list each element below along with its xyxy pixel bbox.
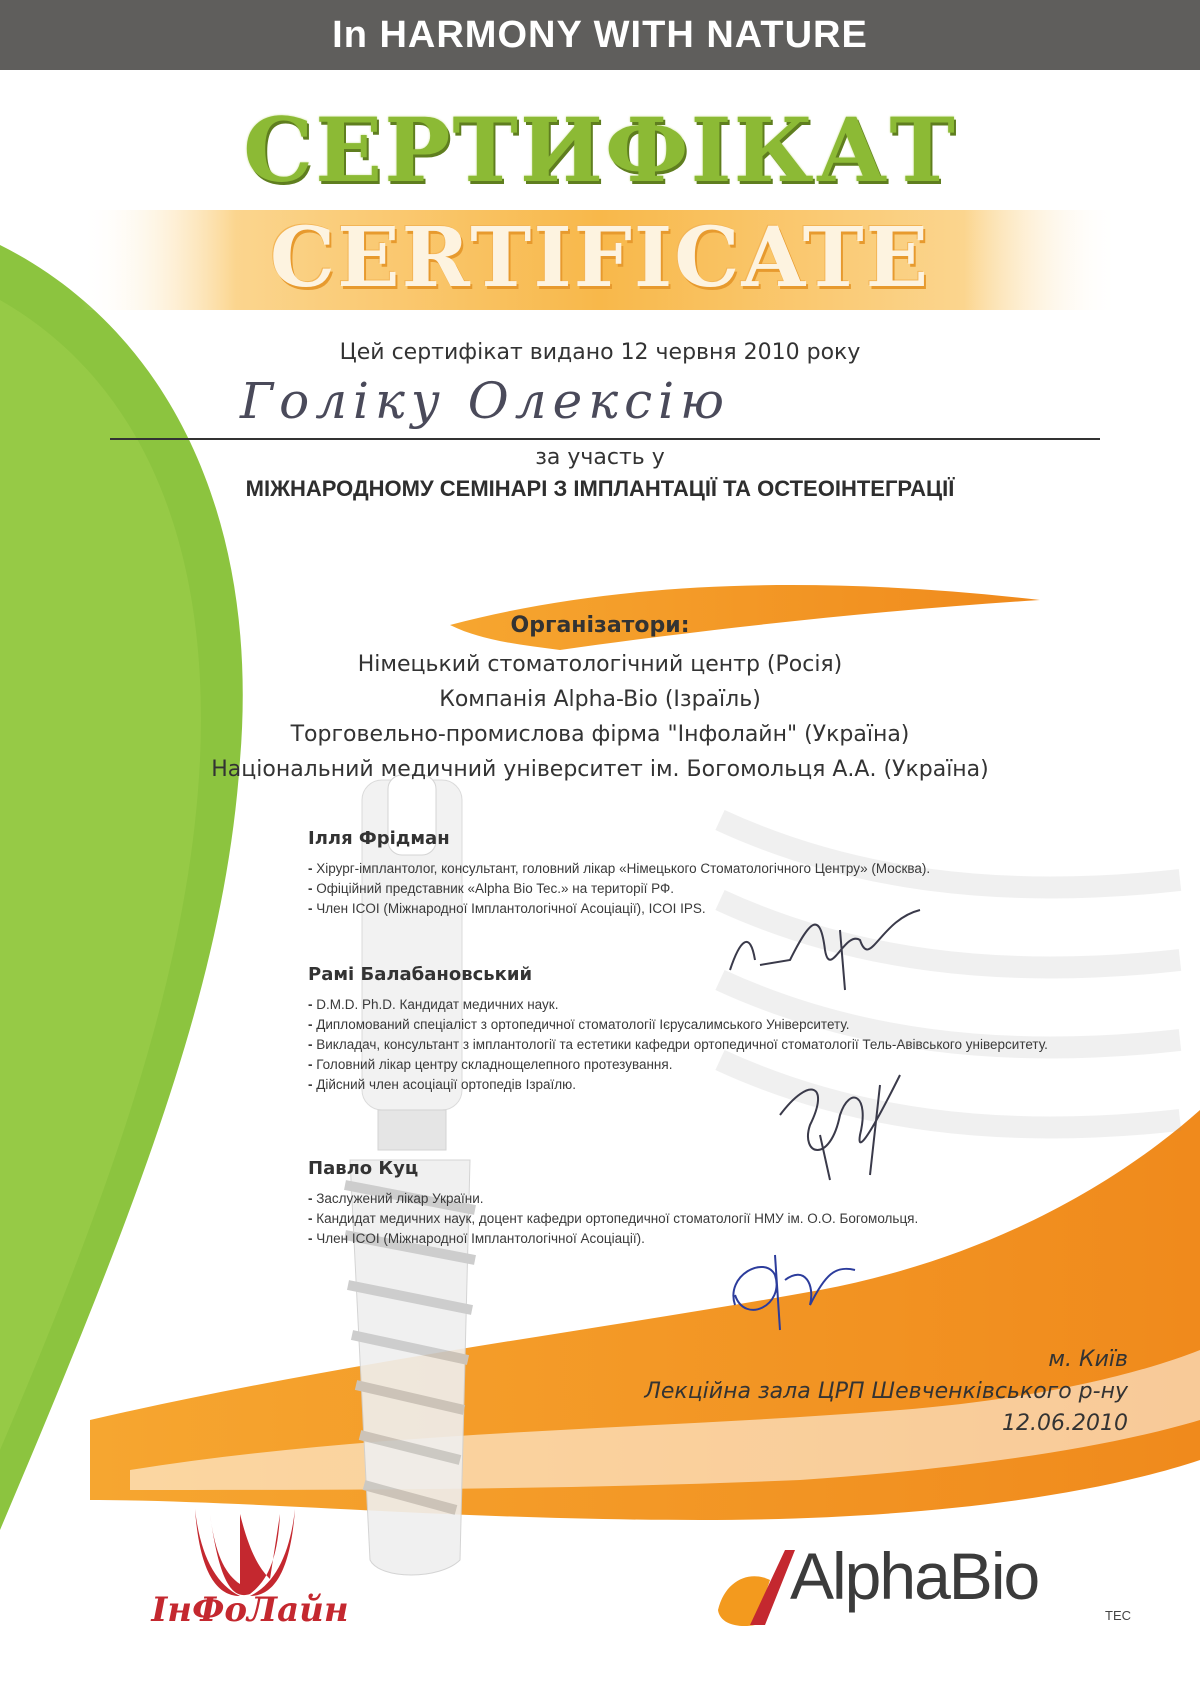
person-details [308, 995, 1068, 1095]
alphabio-logo-text: AlphaBio [790, 1539, 1039, 1613]
alphabio-logo-suffix: TEC [1105, 1608, 1131, 1623]
organizers-list [0, 647, 1200, 787]
person-details [308, 1189, 1068, 1249]
seminar-title: МІЖНАРОДНОМУ СЕМІНАРІ З ІМПЛАНТАЦІЇ ТА ОСТЕОІНТЕГРАЦІЇ [245, 476, 955, 501]
person-name: Павло Куц [308, 1158, 419, 1179]
person-detail: - Офіційний представник «Alpha Bio Tec.» на території РФ. [308, 879, 1068, 899]
signature-fridman [720, 890, 960, 1000]
person-detail: - Дипломований спеціаліст з ортопедичної стоматології Ієрусалимського Університету. [308, 1015, 1068, 1035]
date: 12.06.2010 [1002, 1411, 1128, 1436]
recipient-name-handwritten: Голіку Олексію [240, 372, 731, 430]
participation-text: за участь у [535, 445, 665, 470]
organizer-item: Компанія Alpha-Bio (Ізраїль) [439, 687, 761, 712]
person-detail: - D.M.D. Ph.D. Кандидат медичних наук. [308, 995, 1068, 1015]
infoline-logo-text: ІнФоЛайн [151, 1590, 349, 1630]
venue: Лекційна зала ЦРП Шевченківського р-ну [644, 1379, 1128, 1404]
organizers-title: Організатори: [510, 613, 690, 638]
title-ukrainian: СЕРТИФІКАТ [243, 98, 957, 202]
person-detail: - Член ICOI (Міжнародної Імплантологічної Асоціації), ICOI IPS. [308, 899, 1068, 919]
city: м. Київ [1048, 1347, 1128, 1372]
header-bar [0, 0, 1200, 70]
signature-balabanovsky [760, 1055, 920, 1185]
organizer-item: Національний медичний університет ім. Богомольця А.А. (Україна) [211, 757, 989, 782]
signature-kuts [715, 1235, 875, 1335]
tagline: In HARMONY WITH NATURE [332, 13, 868, 56]
person-detail: - Кандидат медичних наук, доцент кафедри ортопедичної стоматології НМУ ім. О.О. Богомольця. [308, 1209, 1068, 1229]
issued-text: Цей сертифікат видано 12 червня 2010 року [339, 340, 861, 365]
organizer-item: Німецький стоматологічний центр (Росія) [357, 652, 843, 677]
person-detail: - Хірург-імплантолог, консультант, головний лікар «Німецького Стоматологічного Центру» (Москва). [308, 859, 1068, 879]
person-name: Ілля Фрідман [308, 828, 450, 849]
person-name: Рамі Балабановський [308, 964, 533, 985]
organizer-item: Торговельно-промислова фірма "Інфолайн" (Україна) [290, 722, 910, 747]
place-and-date [644, 1344, 1128, 1440]
person-detail: - Член ICOI (Міжнародної Імплантологічної Асоціації). [308, 1229, 1068, 1249]
person-detail: - Викладач, консультант з імплантології та естетики кафедри ортопедичної стоматології Тель-Авівського університету. [308, 1035, 1068, 1055]
person-detail: - Дійсний член асоціації ортопедів Ізраїлю. [308, 1075, 1068, 1095]
title-english: CERTIFICATE [269, 210, 931, 306]
recipient-underline [110, 438, 1100, 440]
person-detail: - Заслужений лікар України. [308, 1189, 1068, 1209]
person-block-kuts [308, 1158, 1068, 1249]
person-detail: - Головний лікар центру складнощелепного протезування. [308, 1055, 1068, 1075]
